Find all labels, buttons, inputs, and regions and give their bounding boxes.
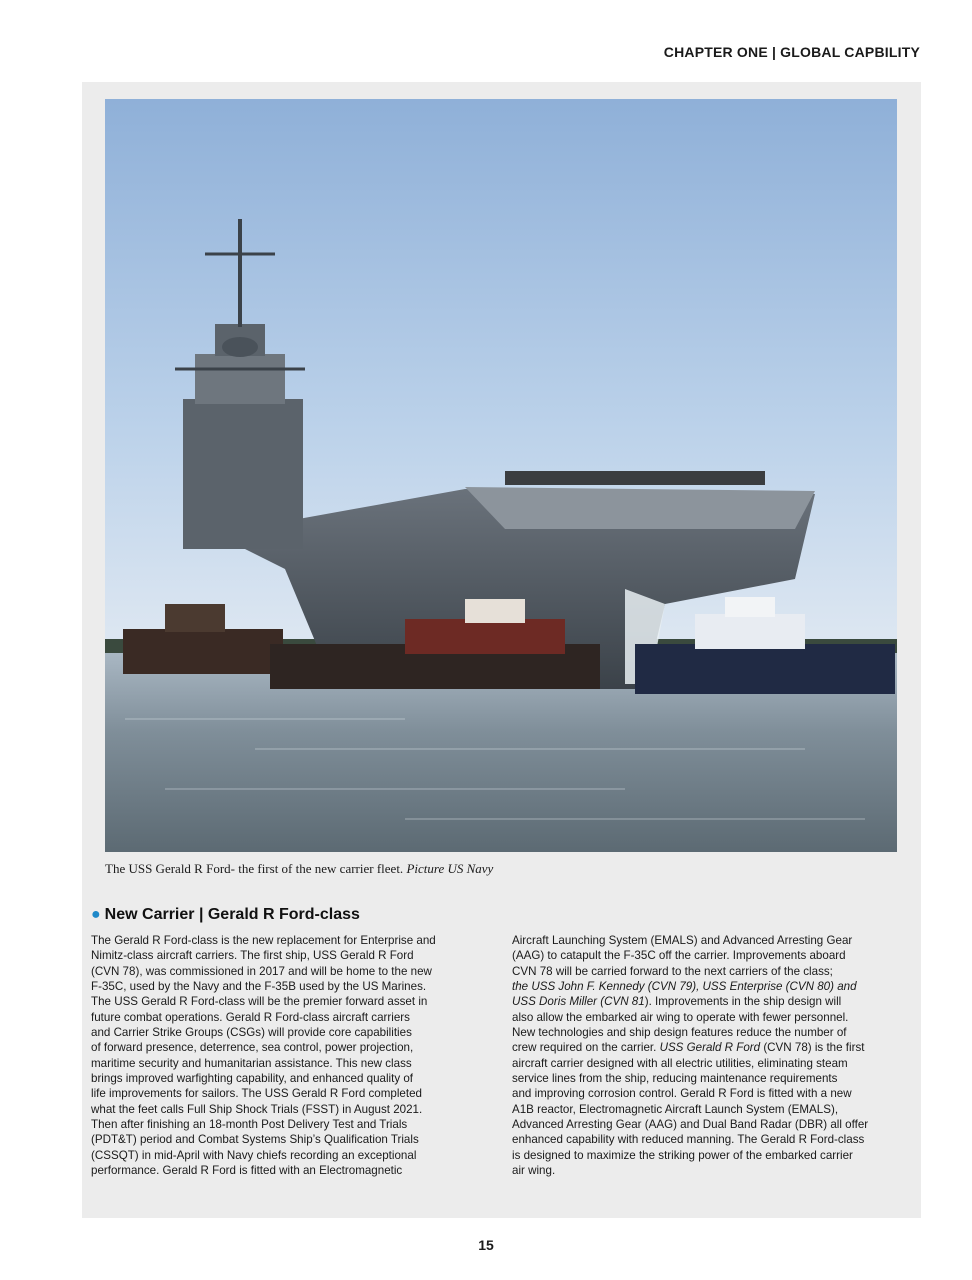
carrier-photo	[105, 99, 897, 852]
right-italic-1: the USS John F. Kennedy (CVN 79), USS Enterprise (CVN 80) and USS Doris Miller (CVN 81	[512, 980, 857, 1009]
section-title: New Carrier | Gerald R Ford-class	[104, 906, 360, 923]
bullet-icon: ●	[91, 906, 101, 923]
right-italic-2: USS Gerald R Ford	[659, 1041, 761, 1055]
running-head: CHAPTER ONE | GLOBAL CAPBILITY	[663, 44, 920, 60]
feature-panel	[82, 82, 921, 1218]
page-number: 15	[478, 1237, 494, 1253]
caption-text: The USS Gerald R Ford- the first of the new carrier fleet.	[105, 861, 407, 876]
right-text-2: ). Improvements in the ship design will also allow the embarked air wing to operate with fewer personnel. New technologies and ship design features reduce the number of crew required on the carrier.	[512, 995, 849, 1055]
carrier-illustration	[105, 99, 897, 852]
body-column-right	[512, 933, 904, 1179]
photo-caption	[105, 861, 897, 877]
caption-credit: Picture US Navy	[406, 861, 494, 876]
right-text-3: (CVN 78) is the first aircraft carrier designed with all electric utilities, eliminating steam service lines from the ship, reducing maintenance requirements and improving corrosion control. Gerald R Ford is fitted with a new A1B reactor, Electromagnetic Aircraft Launch System (EMALS), Advanced Arresting Gear (AAG) and Dual Band Radar (DBR) all offer enhanced capability with reduced manning. The Gerald R Ford-class is designed to maximize the striking power of the embarked carrier air wing.	[512, 1041, 869, 1178]
body-column-left: The Gerald R Ford-class is the new replacement for Enterprise and Nimitz-class aircraft carriers. The first ship, USS Gerald R Ford (CVN 78), was commissioned in 2017 and will be home to the new F-35C, used by the Navy and the F-35B used by the US Marines. The USS Gerald R Ford-class will be the premier forward asset in future combat operations. Gerald R Ford-class aircraft carriers and Carrier Strike Groups (CSGs) will provide core capabilities of forward presence, deterrence, sea control, power projection, maritime security and humanitarian assistance. This new class brings improved warfighting capability, and enhanced quality of life improvements for sailors. The USS Gerald R Ford completed what the feet calls Full Ship Shock Trials (FSST) in August 2021. Then after finishing an 18-month Post Delivery Test and Trials (PDT&T) period and Combat Systems Ship’s Qualification Trials (CSSQT) in mid-April with Navy chiefs recording an exceptional performance. Gerald R Ford is fitted with an Electromagnetic	[91, 934, 436, 1178]
right-text-1: Aircraft Launching System (EMALS) and Advanced Arresting Gear (AAG) to catapult the F-35C off the carrier. Improvements aboard CVN 78 will be carried forward to the next carriers of the class;	[512, 934, 853, 978]
section-heading	[91, 906, 360, 924]
